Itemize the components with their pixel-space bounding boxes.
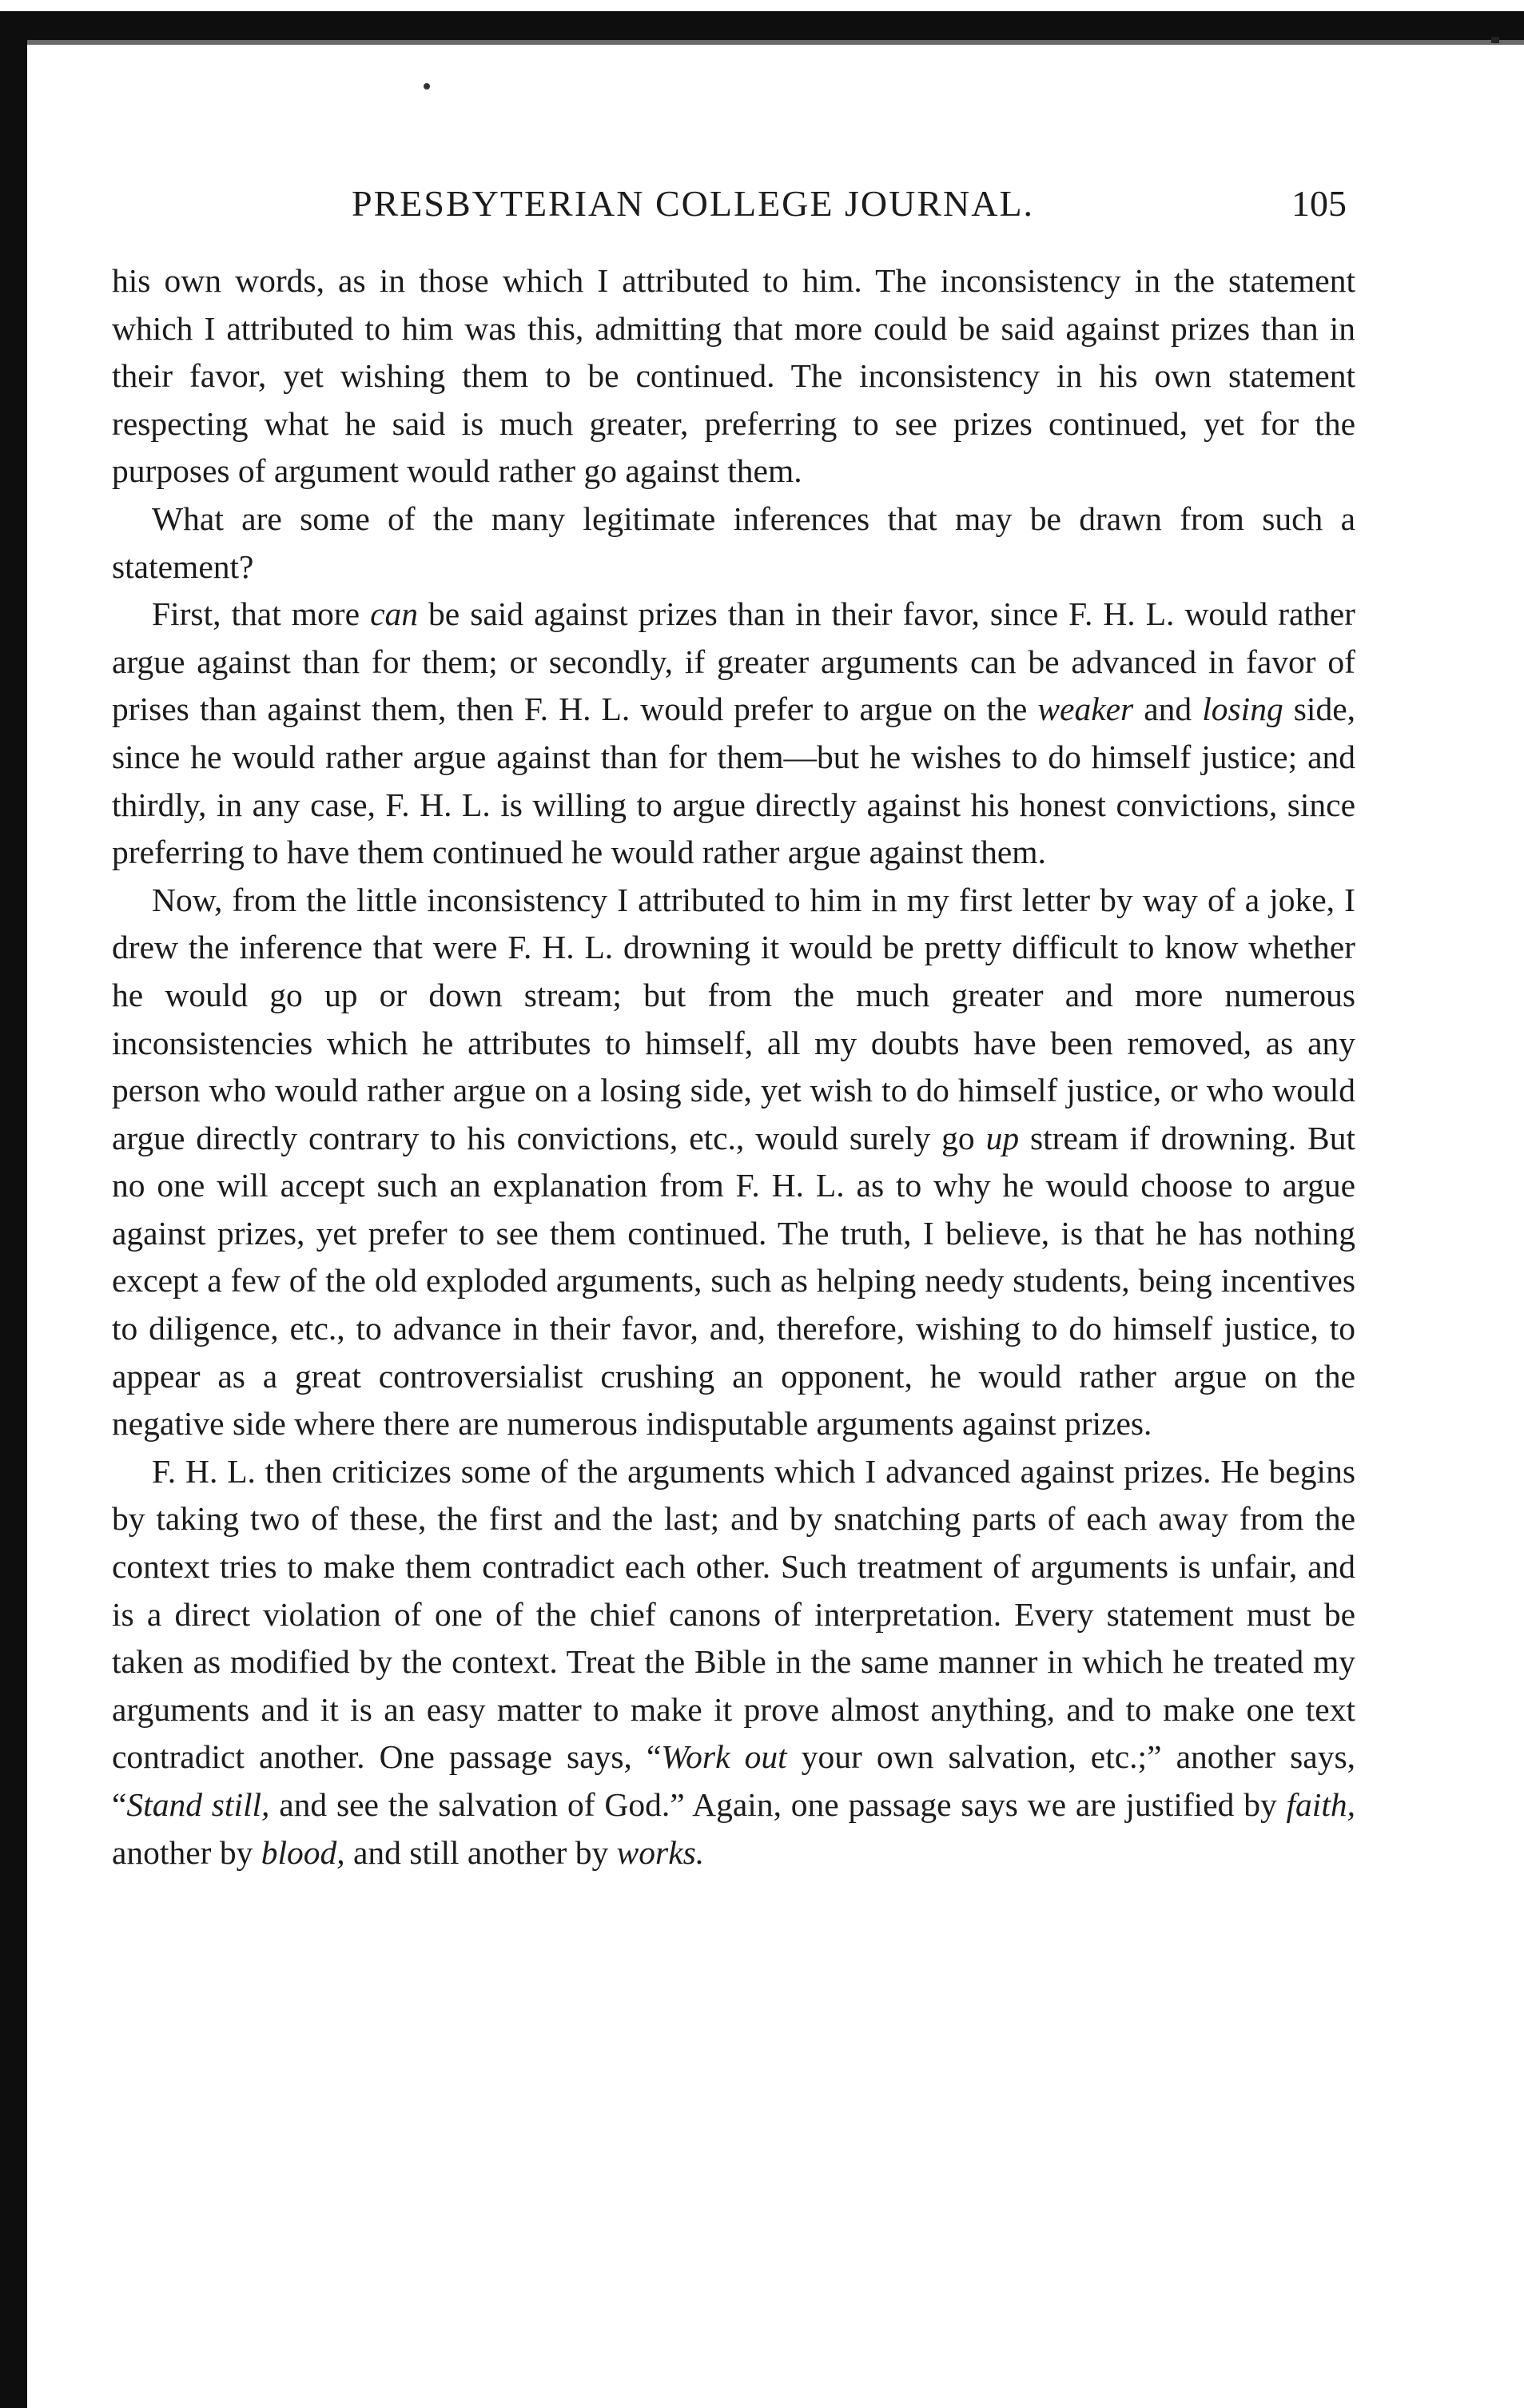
page-number: 105 [1291,183,1347,224]
text-segment: side, since he would rather argue against than for them—but he wishes to do himself justice; and thirdly, in any case, F. H. L. is willing to argue directly against his honest convictions, since preferring to have them continued he would rather argue against them. [112,691,1356,871]
italic-segment: can [370,595,418,633]
paragraph-2 [112,496,1355,591]
paragraph-3 [112,591,1355,877]
text-segment: What are some of the many legitimate inferences that may be drawn from such a statement? [112,500,1355,585]
running-head [0,182,1524,238]
scan-top-border [0,11,1524,40]
text-segment: his own words, as in those which I attributed to him. The inconsistency in the statement which I attributed to him was this, admitting that more could be said against prizes than in their favor, yet wishing them to be continued. The inconsistency in his own statement respecting what he said is much greater, preferring to see prizes continued, yet for the purposes of argument would rather go against them. [112,262,1355,490]
text-segment: Now, from the little inconsistency I attributed to him in my first letter by way of a joke, I drew the inference that were F. H. L. drowning it would be pretty difficult to know whether he would go up or down stream; but from the much greater and more numerous inconsistencies which he attributes to himself, all my doubts have been removed, as any person who would rather argue on a losing side, yet wish to do himself justice, or who would argue directly contrary to his convictions, etc., would surely go [112,881,1355,1156]
text-segment: First, that more [152,595,371,633]
italic-segment: blood, [261,1833,345,1871]
text-segment: stream if drowning. But no one will accept such an explanation from F. H. L. as to why he would choose to argue against prizes, yet prefer to see them continued. The truth, I believe, is that he has nothing except a few of the old exploded arguments, such as helping needy students, being incentives to diligence, etc., to advance in their favor, and, therefore, wishing to do himself justice, to appear as a great controversialist crushing an opponent, he would rather argue on the negative side where there are numerous indisputable arguments against prizes. [112,1119,1356,1443]
scan-corner-mark [1491,37,1499,43]
text-segment: your own salvation, etc.;” another says, “ [112,1738,1355,1823]
running-title: PRESBYTERIAN COLLEGE JOURNAL. [352,183,1035,224]
text-segment: and still another by [344,1833,617,1871]
text-segment: and [1133,691,1203,728]
paragraph-5 [112,1448,1355,1877]
italic-segment: Work out [661,1738,787,1776]
body-text [112,257,1355,1877]
scan-left-border [0,11,27,2408]
paragraph-4 [112,877,1355,1448]
text-segment: F. H. L. then criticizes some of the arguments which I advanced against prizes. He begins by taking two of these, the first and the last; and by snatching parts of each away from the context tries to make them contradict each other. Such treatment of arguments is unfair, and is a direct violation of one of the chief canons of interpretation. Every statement must be taken as modified by the context. Treat the Bible in the same manner in which he treated my arguments and it is an easy matter to make it prove almost anything, and to make one text contradict another. One passage says, “ [112,1452,1355,1776]
text-segment: be said against prizes than in their favor, since F. H. L. would rather argue against than for them; or secondly, if greater arguments can be advanced in favor of prises than against them, then F. H. L. would prefer to argue on the [112,595,1355,728]
italic-segment: losing [1202,691,1283,728]
text-segment: and see the salvation of God.” Again, one passage says we are justified by [269,1786,1287,1823]
italic-segment: weaker [1037,691,1134,728]
scan-top-shadow [0,40,1524,45]
paragraph-1 [112,257,1355,496]
scan-speck [424,83,430,90]
italic-segment: up [985,1119,1020,1156]
text-segment: another by [112,1833,261,1871]
italic-segment: works. [616,1833,705,1871]
italic-segment: Stand still, [126,1786,270,1823]
italic-segment: faith, [1286,1786,1355,1823]
